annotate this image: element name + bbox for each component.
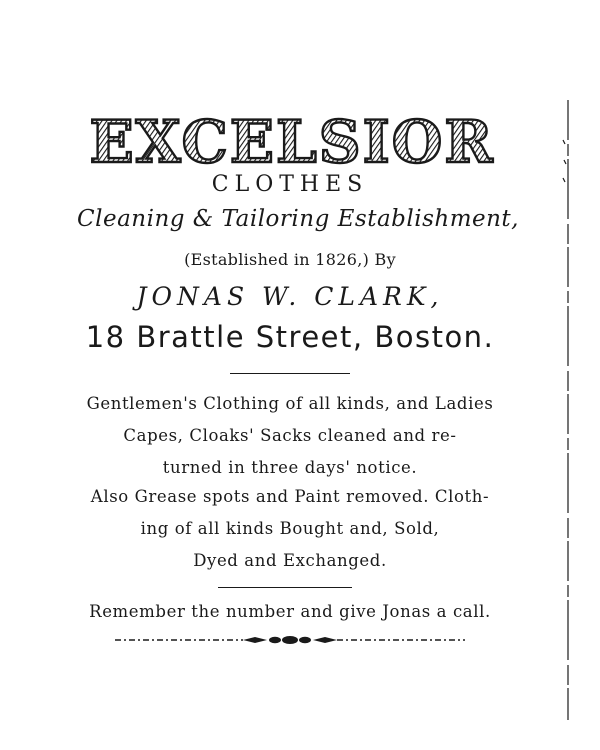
services-line-3: turned in three days' notice. bbox=[162, 458, 418, 477]
established-line: (Established in 1826,) By bbox=[184, 250, 396, 269]
additional-line-2: ing of all kinds Bought and, Sold, bbox=[140, 519, 440, 538]
divider-rule-bottom bbox=[218, 587, 352, 588]
services-line-2: Capes, Cloaks' Sacks cleaned and re- bbox=[123, 426, 457, 445]
additional-services-paragraph bbox=[0, 481, 580, 577]
divider-rule-top bbox=[230, 373, 350, 374]
services-line-1: Gentlemen's Clothing of all kinds, and Ladies bbox=[86, 394, 494, 413]
headline-text: EXCELSIOR bbox=[89, 112, 495, 172]
ornamental-rule bbox=[115, 633, 465, 647]
closing-line: Remember the number and give Jonas a call. bbox=[89, 602, 491, 621]
page-edge-rule bbox=[560, 100, 574, 720]
business-line: Cleaning & Tailoring Establishment, bbox=[77, 206, 519, 232]
additional-line-1: Also Grease spots and Paint removed. Cloth- bbox=[90, 487, 490, 506]
street-address: 18 Brattle Street, Boston. bbox=[85, 320, 495, 354]
excelsior-letterform bbox=[88, 112, 496, 172]
headline-ornamental bbox=[88, 112, 496, 172]
proprietor-name: JONAS W. CLARK, bbox=[136, 282, 444, 311]
subheadline: CLOTHES bbox=[211, 172, 369, 197]
services-paragraph bbox=[0, 388, 580, 484]
additional-line-3: Dyed and Exchanged. bbox=[193, 551, 387, 570]
